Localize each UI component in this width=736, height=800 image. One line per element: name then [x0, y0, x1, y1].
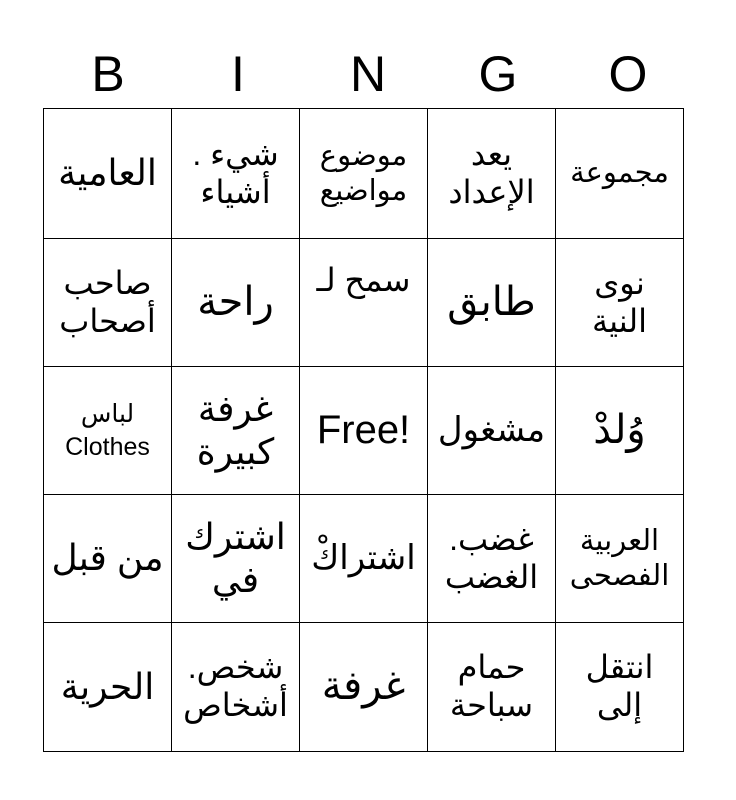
- cell-text: حمام سباحة: [449, 649, 534, 723]
- header-letter-o: O: [608, 46, 648, 102]
- header-letter-i: I: [231, 46, 245, 102]
- bingo-cell[interactable]: [44, 495, 172, 623]
- cell-text: غرفة كبيرة: [196, 388, 275, 472]
- bingo-cell[interactable]: [428, 367, 556, 495]
- bingo-cell[interactable]: [300, 623, 428, 752]
- free-space-cell[interactable]: [300, 367, 428, 495]
- bingo-board: [43, 108, 684, 752]
- cell-text: وُلدْ: [593, 407, 646, 452]
- cell-text: العامية: [58, 152, 157, 194]
- bingo-cell[interactable]: [300, 239, 428, 367]
- bingo-cell[interactable]: [556, 109, 684, 239]
- cell-text: شخص. أشخاص: [183, 649, 288, 723]
- cell-text: مجموعة: [570, 157, 669, 190]
- cell-text: صاحب أصحاب: [59, 264, 156, 339]
- bingo-cell[interactable]: [172, 495, 300, 623]
- bingo-cell[interactable]: [300, 495, 428, 623]
- bingo-cell[interactable]: [44, 623, 172, 752]
- cell-text: يعد الإعداد: [448, 135, 535, 210]
- bingo-cell[interactable]: [300, 109, 428, 239]
- bingo-cell[interactable]: [172, 109, 300, 239]
- bingo-cell[interactable]: [172, 623, 300, 752]
- cell-text: اشترك في: [185, 516, 286, 600]
- cell-text: راحة: [197, 279, 274, 324]
- cell-text: من قبل: [51, 537, 164, 579]
- board-row: [44, 367, 684, 495]
- cell-text: العربية الفصحى: [569, 525, 670, 592]
- header-letter-n: N: [349, 46, 387, 102]
- cell-text: سمح لـ: [316, 261, 411, 298]
- header-letter-g: G: [478, 46, 518, 102]
- cell-text: نوى النية: [591, 264, 648, 339]
- cell-text: موضوع مواضيع: [319, 140, 408, 207]
- cell-text: الحرية: [60, 665, 155, 707]
- board-row: [44, 623, 684, 752]
- bingo-cell[interactable]: [428, 239, 556, 367]
- bingo-cell[interactable]: [172, 239, 300, 367]
- bingo-cell[interactable]: [428, 109, 556, 239]
- bingo-cell[interactable]: [556, 239, 684, 367]
- bingo-cell[interactable]: [556, 623, 684, 752]
- bingo-cell[interactable]: [44, 239, 172, 367]
- bingo-cell[interactable]: [428, 495, 556, 623]
- cell-text: غرفة: [321, 664, 406, 709]
- bingo-cell[interactable]: [428, 623, 556, 752]
- bingo-cell[interactable]: [44, 367, 172, 495]
- board-row: [44, 239, 684, 367]
- bingo-cell[interactable]: [556, 495, 684, 623]
- cell-text: لباس Clothes: [65, 400, 150, 461]
- free-space-label: Free!: [316, 407, 411, 452]
- header-letter-b: B: [91, 46, 125, 102]
- board-row: [44, 495, 684, 623]
- cell-text: غضب. الغضب: [444, 520, 539, 595]
- board-row: [44, 109, 684, 239]
- cell-text: طابق: [447, 279, 536, 324]
- cell-text: اشتراكْ: [311, 539, 416, 578]
- bingo-cell[interactable]: [172, 367, 300, 495]
- bingo-cell[interactable]: [44, 109, 172, 239]
- bingo-header: [43, 40, 693, 108]
- cell-text: مشغول: [437, 411, 546, 450]
- bingo-cell[interactable]: [556, 367, 684, 495]
- cell-text: انتقل إلى: [585, 649, 654, 723]
- cell-text: شيء . أشياء: [192, 135, 279, 210]
